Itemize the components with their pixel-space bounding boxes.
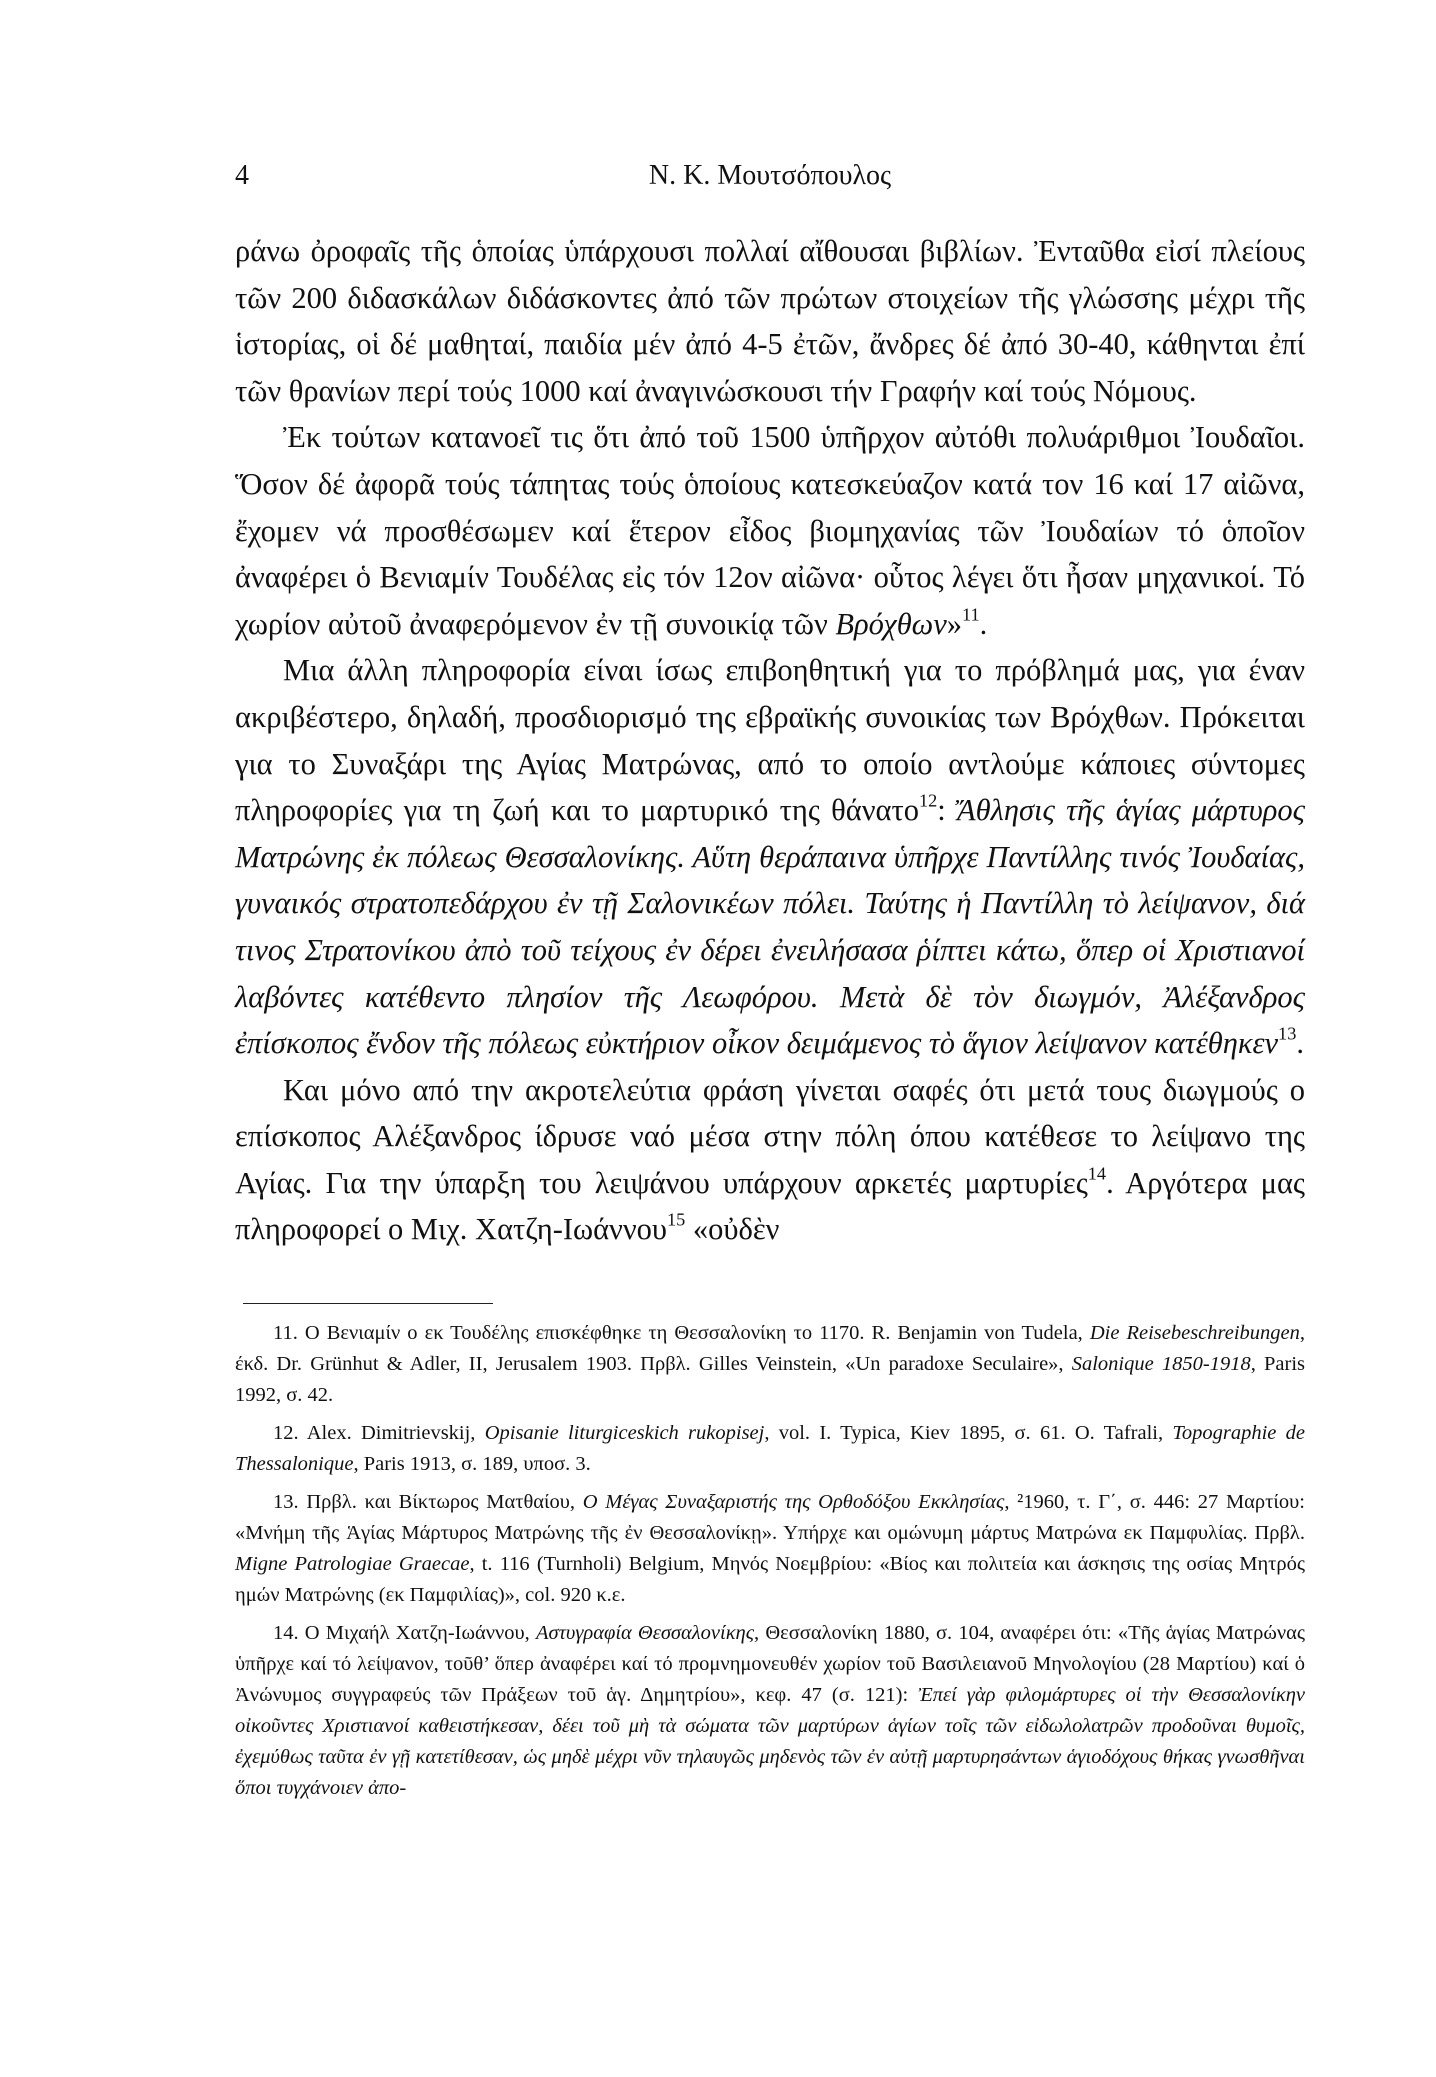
running-header <box>235 160 1305 200</box>
fn12-text-c: , Paris 1913, σ. 189, υποσ. 3. <box>353 1453 591 1475</box>
fn12-italic-1: Opisanie liturgiceskich rukopisej <box>484 1422 765 1444</box>
paragraph-3-quotation: Ἄθλησις τῆς ἁγίας μάρτυρος Ματρώνης ἐκ πόλεως Θεσσαλονίκης. Αὕτη θεράπαινα ὑπῆρχε Παντίλλης τινός Ἰουδαίας, γυναικός στρατοπεδάρχου ἐν τῇ Σαλονικέων πόλει. Ταύτης ἡ Παντίλλη τὸ λείψανον, διά τινος Στρατονίκου ἀπὸ τοῦ τείχους ἐν δέρει ἐνειλήσασα ῥίπτει κάτω, ὅπερ οἱ Χριστιανοί λαβόντες κατέθεντο πλησίον τῆς Λεωφόρου. Μετὰ δὲ τὸν διωγμόν, Ἀλέξανδρος ἐπίσκοπος ἔνδον τῆς πόλεως εὐκτήριον οἶκον δειμάμενος τὸ ἅγιον λείψανον κατέθηκεν <box>235 793 1306 1061</box>
fn14-italic-2: Ἐπεί γὰρ φιλομάρτυρες οἱ τὴν Θεσσαλονίκην οἰκοῦντες Χριστιανοί καθειστήκεσαν, δέει τοῦ μὴ τὰ σώματα τῶν μαρτύρων ἁγίων τοῖς τῶν εἰδωλολατρῶν προδοῦναι θυμοῖς, ἐχεμύθως ταῦτα ἐν γῇ κατετίθεσαν, ὡς μηδὲ μέχρι νῦν τηλαυγῶς μηδενὸς τῶν ἐν αὐτῇ μαρτυρησάντων ἁγιοδόχους θήκας γνωσθῆναι ὅποι τυγχάνοιεν ἀπο- <box>235 1684 1305 1799</box>
paragraph-3-period: . <box>1296 1026 1304 1061</box>
fn14-italic-1: Αστυγραφία Θεσσαλονίκης <box>535 1622 755 1644</box>
fn11-text-c: , Paris 1992, σ. 42. <box>235 1353 1306 1406</box>
paragraph-4-text-c: «οὐδὲν <box>685 1212 780 1247</box>
paragraph-1: ράνω ὀροφαῖς τῆς ὁποίας ὑπάρχουσι πολλαί αἴθουσαι βιβλίων. Ἐνταῦθα εἰσί πλείους τῶν 200 διδασκάλων διδάσκοντες ἀπό τῶν πρώτων στοιχείων τῆς γλώσσης μέχρι τῆς ἱστορίας, οἱ δέ μαθηταί, παιδία μέν ἀπό 4-5 ἐτῶν, ἄνδρες δέ ἀπό 30-40, κάθηνται ἐπί τῶν θρανίων περί τούς 1000 καί ἀναγινώσκουσι τήν Γραφήν καί τούς Νόμους. <box>235 234 1305 408</box>
footnote-14 <box>235 1618 1305 1804</box>
paragraph-2-period: . <box>979 606 988 641</box>
fn13-text-b: , ²1960, τ. Γ΄, σ. 446: 27 Μαρτίου: «Μνήμη τῆς Ἁγίας Μάρτυρος Ματρώνης τῆς ἐν Θεσσαλονίκῃ». Υπήρχε και ομώνυμη μάρτυς Ματρώνα εκ Παμφυλίας. Πρβλ. <box>235 1491 1306 1544</box>
footnote-ref-13: 13 <box>1278 1023 1297 1044</box>
paragraph-2-text: Ἐκ τούτων κατανοεῖ τις ὅτι ἀπό τοῦ 1500 ὑπῆρχον αὐτόθι πολυάριθμοι Ἰουδαῖοι. Ὅσον δέ ἀφορᾶ τούς τάπητας τούς ὁποίους κατεσκεύαζον κατά τον 16 καί 17 αἰῶνα, ἔχομεν νά προσθέσωμεν καί ἕτερον εἶδος βιομηχανίας τῶν Ἰουδαίων τό ὁποῖον ἀναφέρει ὁ Βενιαμίν Τουδέλας εἰς τόν 12ον αἰῶνα· οὗτος λέγει ὅτι ἦσαν μηχανικοί. Τό χωρίον αὐτοῦ ἀναφερόμενον ἐν τῇ συνοικίᾳ τῶν <box>235 420 1305 641</box>
paragraph-3-text: Μια άλλη πληροφορία είναι ίσως επιβοηθητική για το πρόβλημά μας, για έναν ακριβέστερο, δηλαδή, προσδιορισμό της εβραϊκής συνοικίας των Βρόχθων. Πρόκειται για το Συναξάρι της Αγίας Ματρώνας, από το οποίο αντλούμε κάποιες σύντομες πληροφορίες για τη ζωή και το μαρτυρικό της θάνατο <box>235 653 1305 828</box>
paragraph-2-italic: Βρόχθων <box>835 606 947 641</box>
footnote-separator <box>243 1303 493 1304</box>
fn12-italic-2: Topographie de Thessalonique <box>235 1422 1306 1475</box>
fn13-text-c: , t. 116 (Turnholi) Belgium, Μηνός Νοεμβρίου: «Βίος και πολιτεία και άσκησις της οσίας Μητρός ημών Ματρώνης (εκ Παμφιλίας)», col. 920 κ.ε. <box>235 1553 1306 1606</box>
fn11-text-a: 11. Ο Βενιαμίν ο εκ Τουδέλης επισκέφθηκε τη Θεσσαλονίκη το 1170. R. Benjamin von Tudela, <box>273 1322 1090 1344</box>
fn14-text-a: 14. Ο Μιχαήλ Χατζη-Ιωάννου, <box>273 1622 536 1644</box>
footnote-ref-14: 14 <box>1087 1163 1107 1184</box>
paragraph-2-quote-end: » <box>946 606 963 641</box>
paragraph-3-colon: : <box>937 793 958 828</box>
footnote-ref-15: 15 <box>667 1209 686 1230</box>
footnote-11 <box>235 1318 1305 1411</box>
paragraph-4-text-b: . Αργότερα μας πληροφορεί ο Μιχ. Χατζη-Ιωάννου <box>235 1165 1306 1247</box>
main-text <box>235 228 1305 1253</box>
fn14-text-b: , Θεσσαλονίκη 1880, σ. 104, αναφέρει ότι: «Τῆς ἁγίας Ματρώνας ὑπῆρχε καί τό λείψανον, τοῦθ’ ὅπερ ἀναφέρει καί τό προμνημονευθέν χωρίον τοῦ Βασιλειανοῦ Μηνολογίου (28 Μαρτίου) καί ὁ Ἀνώνυμος συγγραφεύς τῶν Πράξεων τοῦ ἁγ. Δημητρίου», κεφ. 47 (σ. 121): <box>235 1622 1305 1706</box>
fn13-italic-1: Ο Μέγας Συναξαριστής της Ορθοδόξου Εκκλησίας <box>582 1491 1005 1513</box>
fn13-text-a: 13. Πρβλ. και Βίκτωρος Ματθαίου, <box>273 1491 583 1513</box>
footnotes <box>235 1318 1305 1811</box>
fn12-text-b: , vol. I. Typica, Kiev 1895, σ. 61. O. Tafrali, <box>764 1422 1173 1444</box>
paragraph-2 <box>235 414 1305 647</box>
paragraph-4-text-a: Και μόνο από την ακροτελεύτια φράση γίνεται σαφές ότι μετά τους διωγμούς ο επίσκοπος Αλέξανδρος ίδρυσε ναό μέσα στην πόλη όπου κατέθεσε το λείψανο της Αγίας. Για την ύπαρξη του λειψάνου υπάρχουν αρκετές μαρτυρίες <box>235 1072 1305 1200</box>
footnote-ref-11: 11 <box>962 604 980 625</box>
paragraph-3 <box>235 647 1305 1066</box>
fn12-text-a: 12. Alex. Dimitrievskij, <box>273 1422 485 1444</box>
author-running-head: Ν. Κ. Μουτσόπουλος <box>648 160 892 191</box>
fn11-italic-2: Salonique 1850-1918 <box>1071 1353 1251 1375</box>
footnote-12 <box>235 1418 1305 1480</box>
page-number: 4 <box>235 160 249 191</box>
fn11-text-b: , έκδ. Dr. Grünhut & Adler, II, Jerusalem 1903. Πρβλ. Gilles Veinstein, «Un paradoxe Seculaire», <box>235 1322 1306 1375</box>
fn11-italic-1: Die Reisebeschreibungen <box>1089 1322 1300 1344</box>
footnote-ref-12: 12 <box>919 790 938 811</box>
fn13-italic-2: Migne Patrologiae Graecae <box>235 1553 470 1575</box>
paragraph-4 <box>235 1067 1305 1253</box>
footnote-13 <box>235 1487 1305 1611</box>
